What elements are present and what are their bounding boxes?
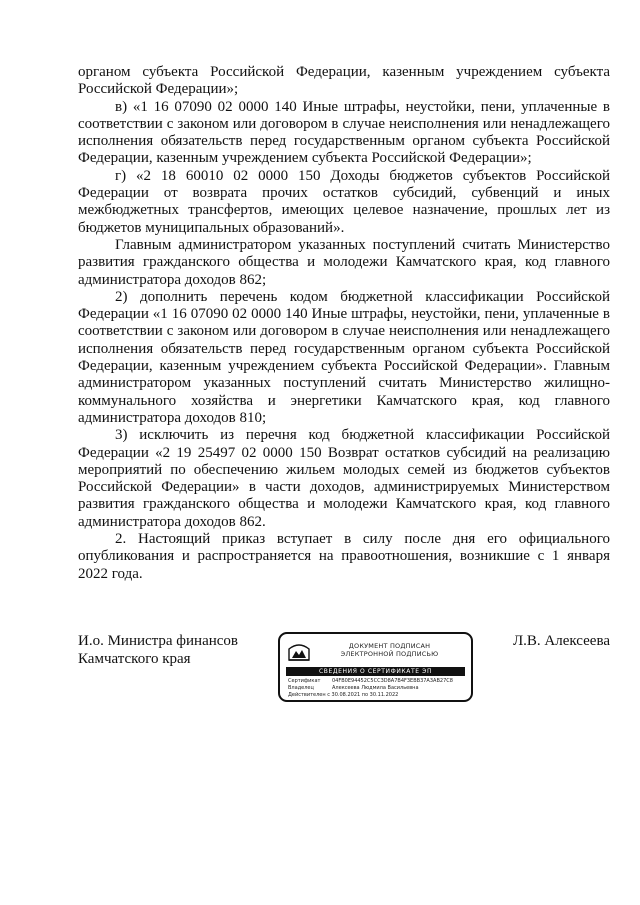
paragraph: Главным администратором указанных поступлений считать Министерство развития гражданского общества и молодежи Камчатского края, код главного администратора доходов 862; [78,236,610,288]
signature-block [78,632,610,722]
stamp-row-label: Сертификат [288,678,321,684]
stamp-row-value: Алексеева Людмила Васильевна [332,684,419,691]
paragraph: органом субъекта Российской Федерации, казенным учреждением субъекта Российской Федерации»; [78,64,610,98]
paragraph: г) «2 18 60010 02 0000 150 Доходы бюджетов субъектов Российской Федерации от возврата прочих остатков субсидий, субвенций и иных межбюджетных трансфертов, имеющих целевое назначение, прошлых лет из бюджетов муниципальных образований». [78,167,610,236]
stamp-row-label: Владелец [288,684,314,691]
paragraph: 3) исключить из перечня код бюджетной классификации Российской Федерации «2 19 25497 02 0000 150 Возврат остатков субсидий на реализацию мероприятий по обеспечению жильем молодых семей из бюджетов субъектов Российской Федерации» в части доходов, администрируемых Министерством развития гражданского общества и молодежи Камчатского края, код главного администратора доходов 862. [78,427,610,530]
signer-name: Л.В. Алексеева [512,633,610,649]
stamp-header [316,642,463,658]
paragraph: 2) дополнить перечень кодом бюджетной классификации Российской Федерации «1 16 07090 02 0000 140 Иные штрафы, неустойки, пени, уплаченные в соответствии с законом или договором в случае неисполнения или ненадлежащего исполнения обязательств перед государственным органом субъекта Российской Федерации, казенным учреждением субъекта Российской Федерации». Главным администратором указанных поступлений считать Министерство жилищно-коммунального хозяйства и энергетики Камчатского края, код главного администратора доходов 810; [78,288,610,426]
stamp-row-value: 04FB0E94452C5CC3D8A7B4F3EBB37A3AB27C8 [332,678,453,684]
stamp-header-line: ЭЛЕКТРОННОЙ ПОДПИСЬЮ [340,650,439,658]
paragraph: в) «1 16 07090 02 0000 140 Иные штрафы, неустойки, пени, уплаченные в соответствии с законом или договором в случае неисполнения или ненадлежащего исполнения обязательств перед государственным органом субъекта Российской Федерации, казенным учреждением субъекта Российской Федерации»; [78,98,610,167]
stamp-header-line: ДОКУМЕНТ ПОДПИСАН [348,642,431,650]
stamp-row [288,692,465,699]
coat-of-arms-icon [286,640,312,662]
paragraph: 2. Настоящий приказ вступает в силу после дня его официального опубликования и распространяется на правоотношения, возникшие с 1 января 2022 года. [78,531,610,582]
stamp-band: СВЕДЕНИЯ О СЕРТИФИКАТЕ ЭП [286,667,465,676]
signer-title [78,632,238,668]
electronic-signature-stamp [278,632,473,702]
stamp-row-label: Действителен с 30.08.2021 по 30.11.2022 [288,691,399,698]
stamp-details [288,678,465,698]
signer-title-line: Камчатского края [78,651,191,667]
stamp-row [288,685,465,692]
signer-title-line: И.о. Министра финансов [78,633,239,649]
document-body [78,64,610,583]
stamp-row [288,678,465,685]
